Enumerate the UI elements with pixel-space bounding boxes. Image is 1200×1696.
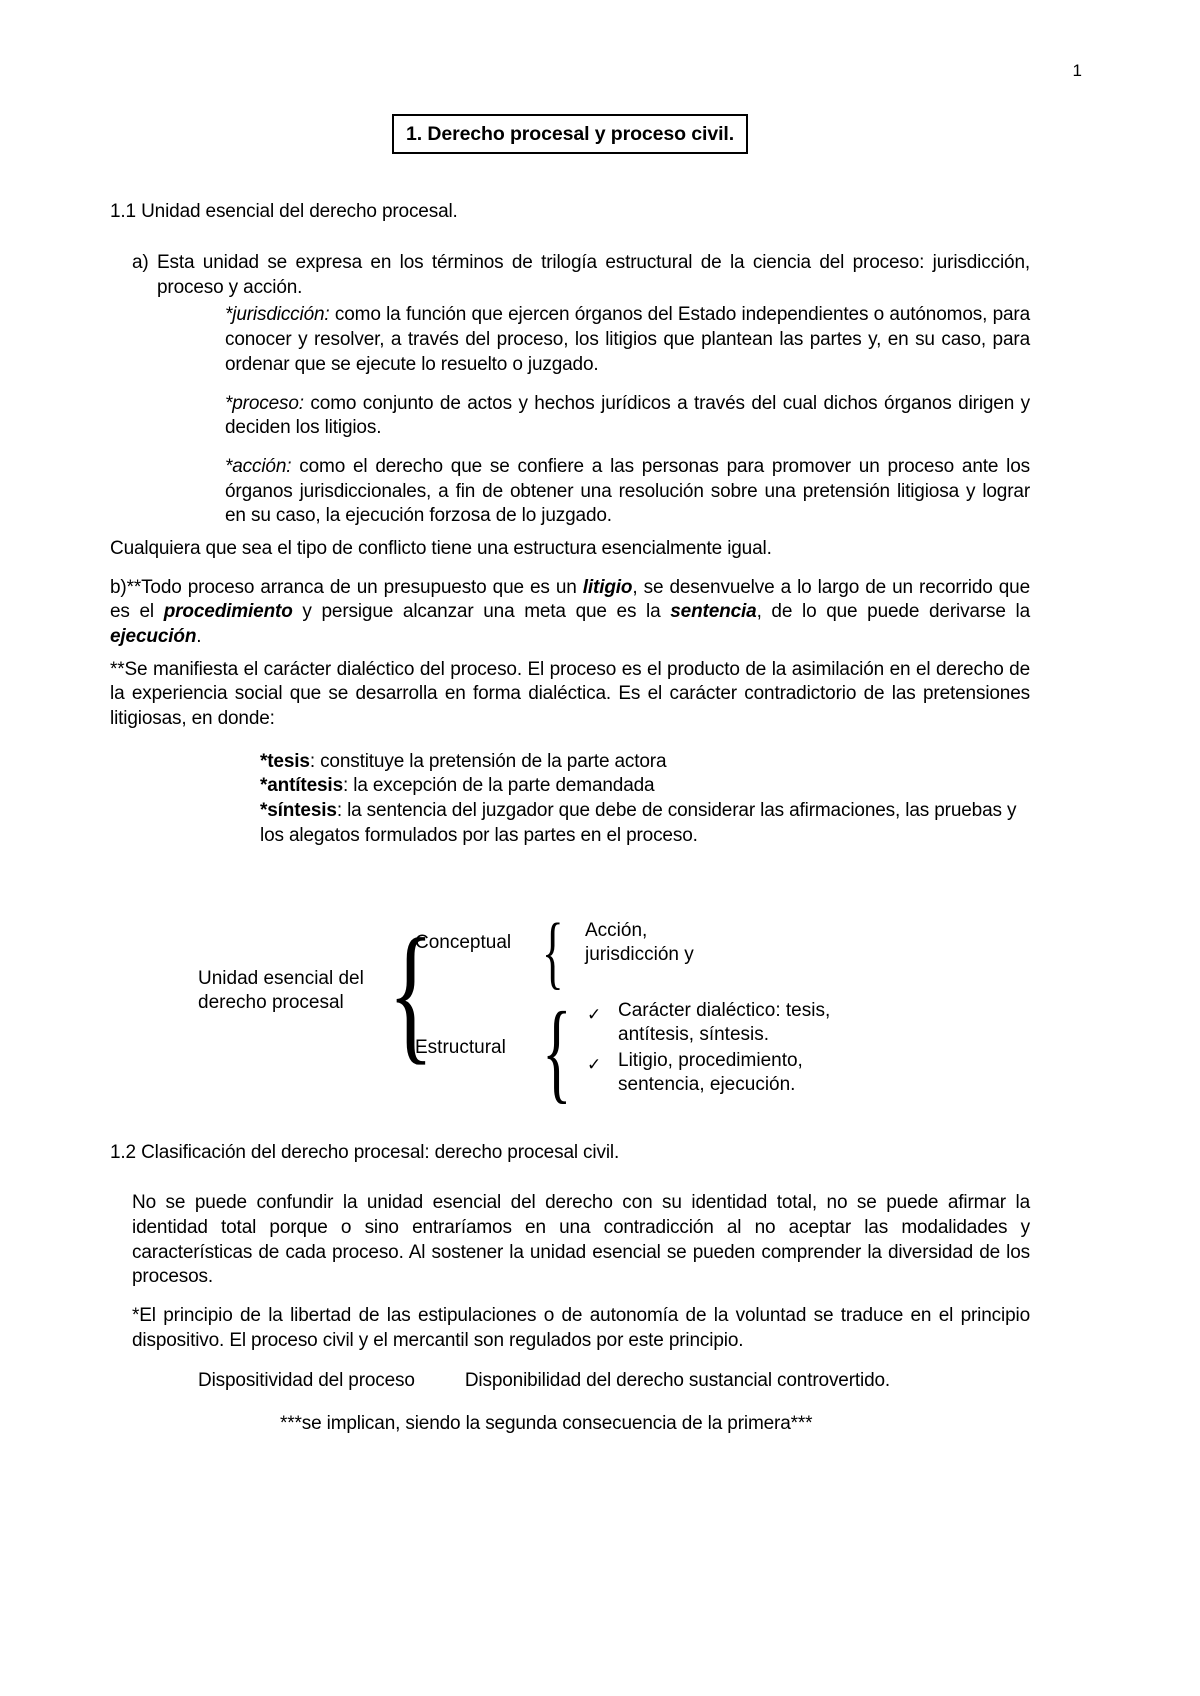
item-a-paragraph: a) Esta unidad se expresa en los términos de trilogía estructural de la ciencia del proceso: jurisdicción, proceso y acción. bbox=[132, 252, 1030, 298]
checkmark-icon-2: ✓ bbox=[587, 1054, 602, 1074]
brace-estructural-icon: { bbox=[542, 989, 572, 1114]
dialectico-paragraph: **Se manifiesta el carácter dialéctico del proceso. El proceso es el producto de la asimilación en el derecho de la experiencia social que se desarrolla en forma dialéctica. Es el carácter contradictorio de las pretensiones litigiosas, en donde: bbox=[110, 658, 1030, 730]
term-ejecucion: ejecución bbox=[110, 626, 197, 648]
item-b-end: . bbox=[196, 626, 202, 648]
diagram-root-line1: Unidad esencial del bbox=[198, 967, 364, 989]
item-b-mid2: y persigue alcanzar una meta que es la bbox=[292, 601, 671, 623]
antitesis-term: *antítesis bbox=[260, 775, 343, 797]
item-b-mid3: , de lo que puede derivarse la bbox=[756, 601, 1030, 623]
proceso-text: como conjunto de actos y hechos jurídicos a través del cual dichos órganos dirigen y deciden los litigios. bbox=[225, 392, 1030, 439]
item-b-paragraph bbox=[110, 576, 1030, 650]
conceptual-item-line2: jurisdicción y bbox=[585, 943, 694, 965]
sintesis-term: *síntesis bbox=[260, 800, 337, 822]
diagram-branch-conceptual-label: Conceptual bbox=[415, 931, 512, 953]
section-1-2-heading: 1.2 Clasificación del derecho procesal: derecho procesal civil. bbox=[110, 1141, 620, 1163]
page-number: 1 bbox=[1072, 61, 1082, 80]
jurisdiccion-term: *jurisdicción: bbox=[225, 304, 330, 326]
diagram-conceptual-items bbox=[585, 919, 805, 968]
diagram-root-line2: derecho procesal bbox=[198, 991, 344, 1013]
proceso-definition bbox=[225, 392, 1030, 441]
document-content bbox=[110, 100, 1030, 1437]
tesis-text: : constituye la pretensión de la parte actora bbox=[309, 750, 667, 772]
brace-conceptual-icon: { bbox=[542, 905, 564, 997]
jurisdiccion-definition bbox=[225, 303, 1030, 377]
section-1-1-heading: 1.1 Unidad esencial del derecho procesal. bbox=[110, 201, 458, 223]
diagram-estructural-item-1 bbox=[618, 999, 908, 1048]
term-sentencia: sentencia bbox=[670, 601, 757, 623]
antitesis-text: : la excepción de la parte demandada bbox=[342, 775, 655, 797]
tesis-list bbox=[260, 750, 1030, 849]
dispositividad-left: Dispositividad del proceso bbox=[198, 1370, 415, 1392]
section-1-2-paragraph-1: No se puede confundir la unidad esencial del derecho con su identidad total, no se puede afirmar la identidad total porque o sino entraríamos en una contradicción al no aceptar las modalidades y características de cada proceso. Al sostener la unidad esencial se pueden comprender la diversidad de los procesos. bbox=[132, 1192, 1030, 1288]
page-title: 1. Derecho procesal y proceso civil. bbox=[392, 114, 748, 154]
diagram-branch-estructural-label: Estructural bbox=[415, 1036, 506, 1058]
jurisdiccion-text: como la función que ejercen órganos del Estado independientes o autónomos, para conocer y resolver, a través del proceso, los litigios que plantean las partes y, en su caso, para ordenar que se ejecute lo resuelto o juzgado. bbox=[225, 304, 1030, 375]
dispositividad-right: Disponibilidad del derecho sustancial controvertido. bbox=[464, 1370, 891, 1392]
estructural-item2-line1: Litigio, procedimiento, bbox=[618, 1049, 803, 1071]
estructural-item1-line2: antítesis, síntesis. bbox=[618, 1023, 770, 1045]
unidad-esencial-diagram bbox=[110, 891, 1030, 1121]
tesis-term: *tesis bbox=[260, 750, 310, 772]
sintesis-row bbox=[260, 799, 1030, 848]
final-note: ***se implican, siendo la segunda consecuencia de la primera*** bbox=[280, 1413, 813, 1435]
term-procedimiento: procedimiento bbox=[163, 601, 293, 623]
antitesis-row bbox=[260, 774, 1030, 799]
diagram-estructural-item-2 bbox=[618, 1049, 908, 1098]
accion-term: *acción: bbox=[225, 455, 292, 477]
item-b-mid1: , se desenvuelve a lo largo de un recorrido que es el bbox=[110, 576, 1030, 623]
term-litigio: litigio bbox=[582, 576, 633, 598]
estructural-item2-line2: sentencia, ejecución. bbox=[618, 1073, 796, 1095]
brace-level1-icon: { bbox=[388, 907, 434, 1078]
sintesis-text: : la sentencia del juzgador que debe de considerar las afirmaciones, las pruebas y los alegatos formulados por las partes en el proceso. bbox=[260, 800, 1017, 846]
diagram-root-label bbox=[198, 967, 398, 1016]
accion-text: como el derecho que se confiere a las personas para promover un proceso ante los órganos jurisdiccionales, a fin de obtener una resolución sobre una pretensión litigiosa y lograr en su caso, la ejecución forzosa de lo juzgado. bbox=[225, 455, 1030, 527]
estructural-item1-line1: Carácter dialéctico: tesis, bbox=[618, 999, 831, 1021]
tesis-row bbox=[260, 750, 1030, 775]
checkmark-icon-1: ✓ bbox=[587, 1004, 602, 1024]
section-1-2-paragraph-2: *El principio de la libertad de las estipulaciones o de autonomía de la voluntad se traduce en el principio dispositivo. El proceso civil y el mercantil son regulados por este principio. bbox=[132, 1304, 1030, 1351]
cualquiera-paragraph: Cualquiera que sea el tipo de conflicto tiene una estructura esencialmente igual. bbox=[110, 537, 772, 559]
accion-definition bbox=[225, 455, 1030, 529]
conceptual-item-line1: Acción, bbox=[585, 919, 648, 941]
item-b-pre: b)**Todo proceso arranca de un presupuesto que es un bbox=[110, 576, 583, 598]
proceso-term: *proceso: bbox=[225, 392, 304, 414]
dispositividad-pair bbox=[198, 1369, 1030, 1394]
title-container bbox=[110, 114, 1030, 154]
